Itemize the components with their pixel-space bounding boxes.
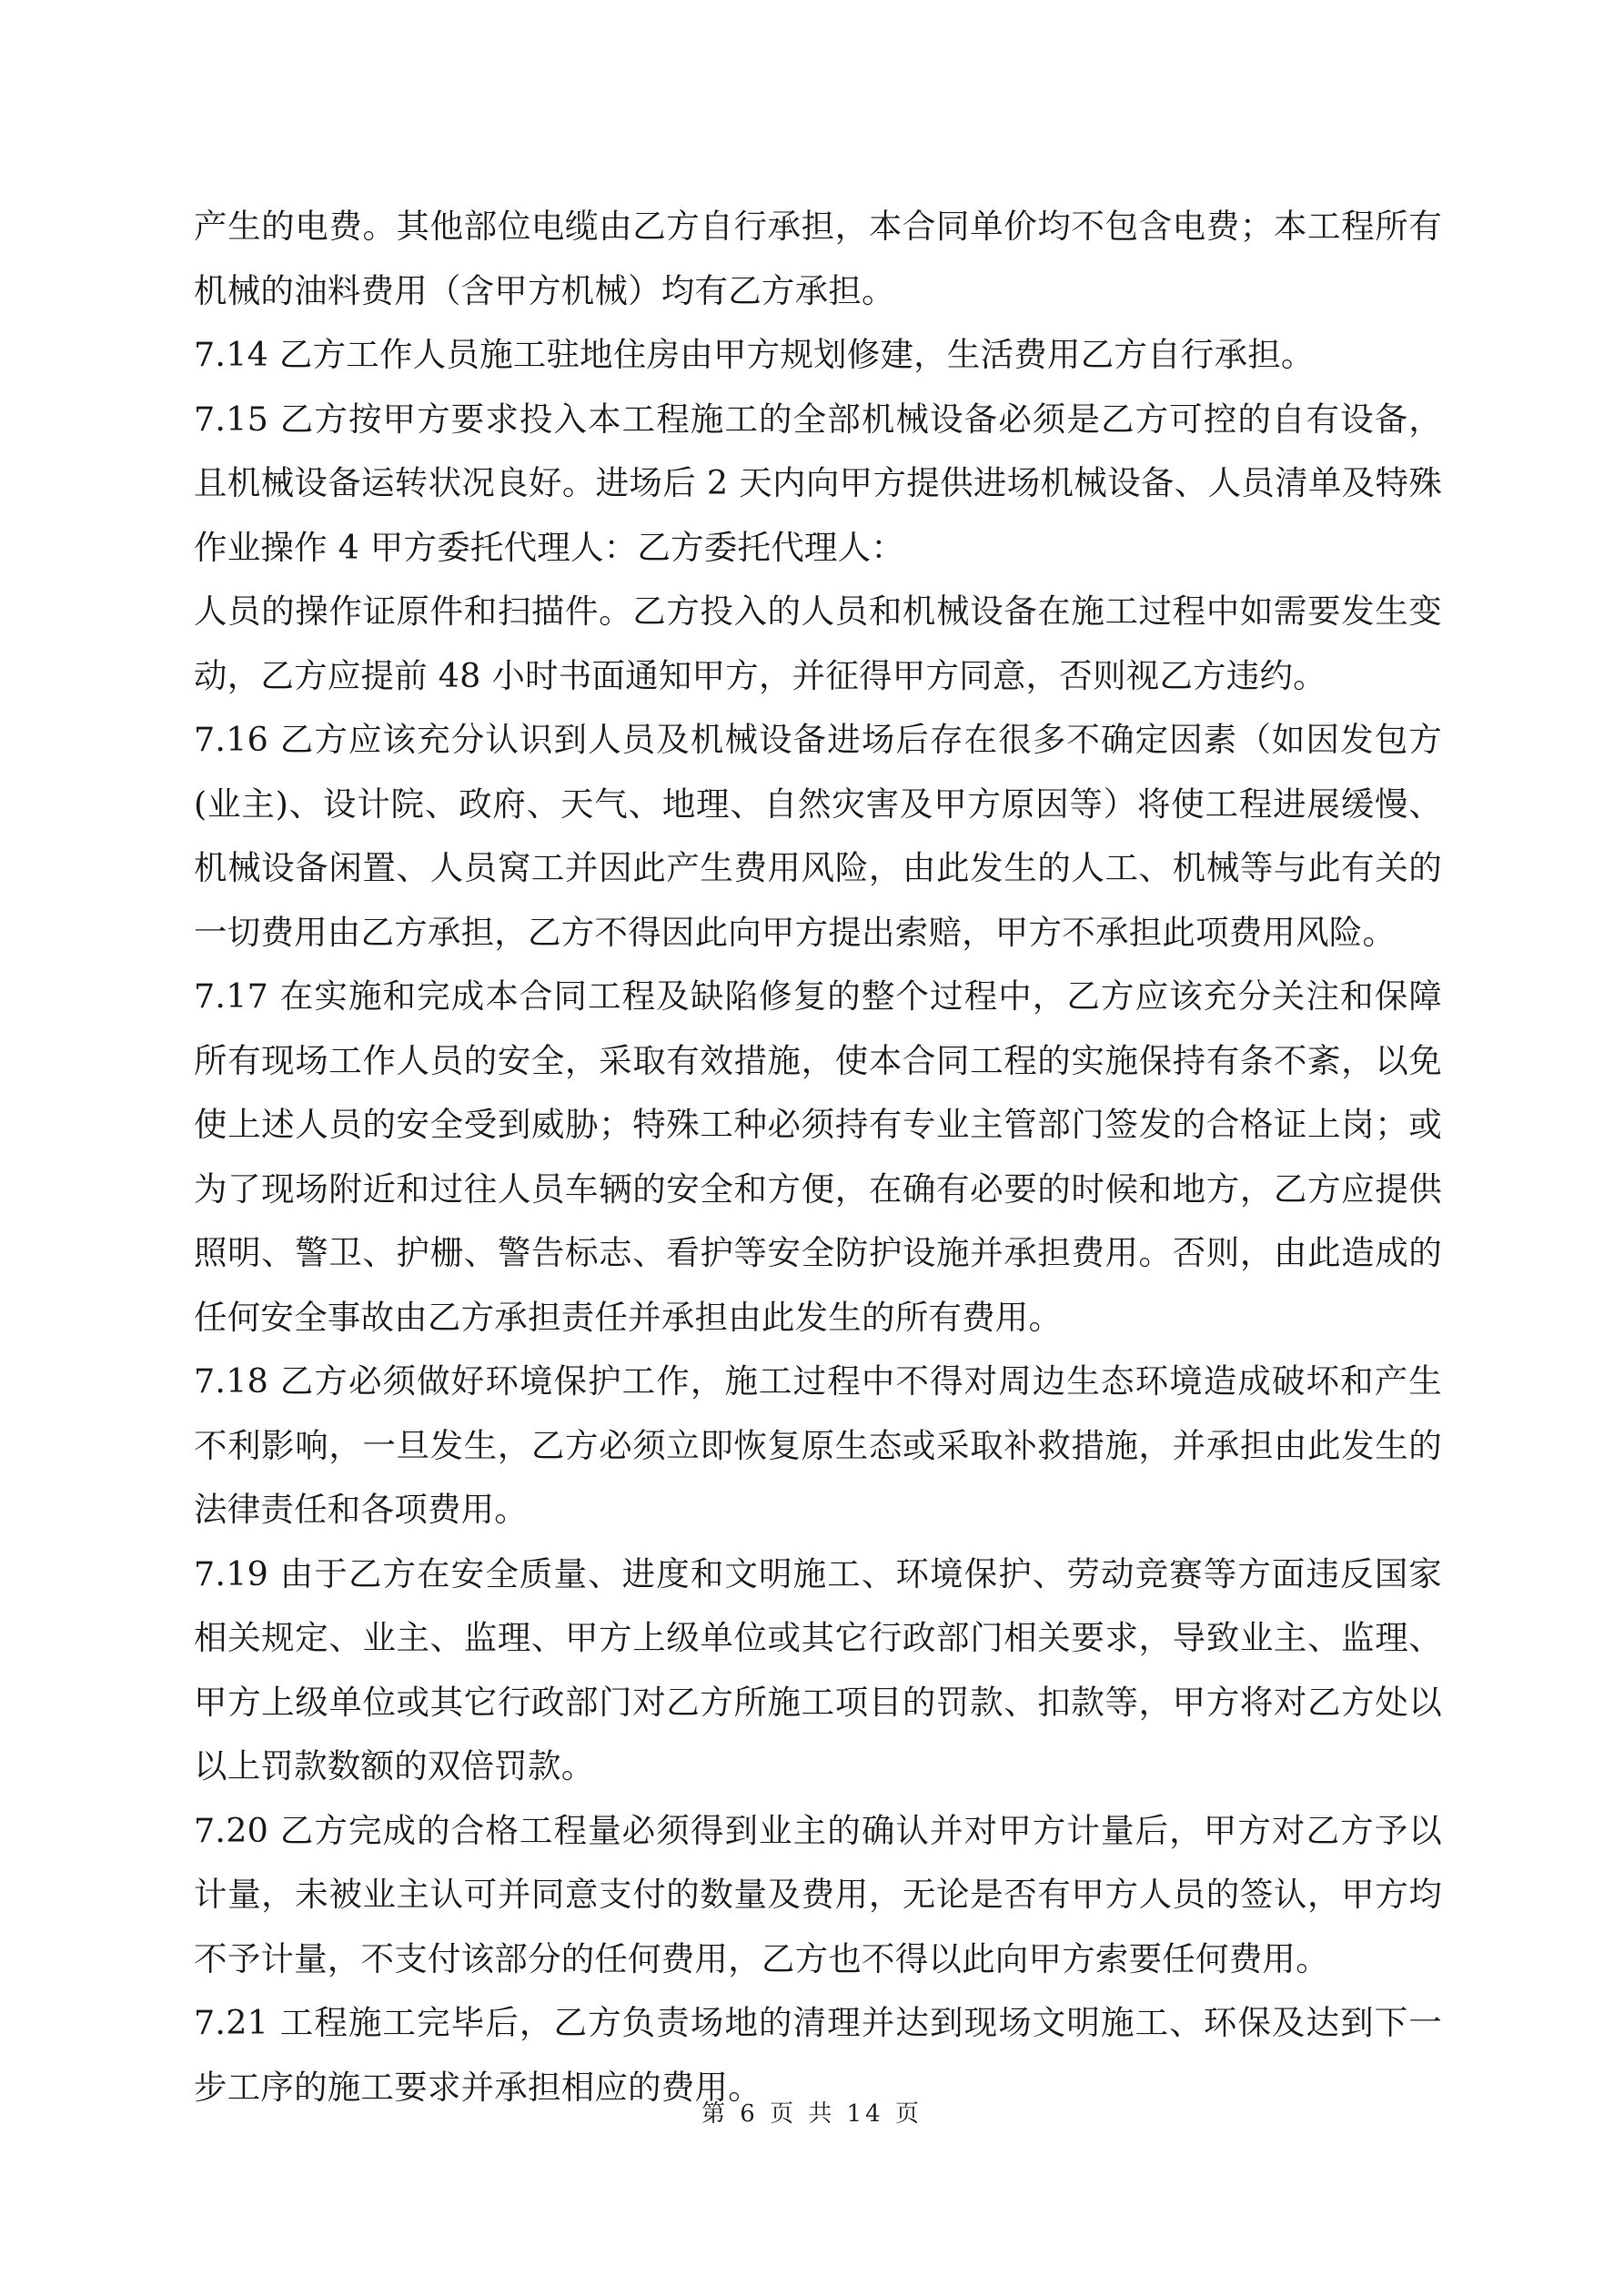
- paragraph-7-14: 7.14 乙方工作人员施工驻地住房由甲方规划修建，生活费用乙方自行承担。: [194, 335, 1315, 374]
- paragraph-7-17: 7.17 在实施和完成本合同工程及缺陷修复的整个过程中，乙方应该充分关注和保障所有现场工作人员的安全，采取有效措施，使本合同工程的实施保持有条不紊，以免使上述人员的安全受到威胁；特殊工种必须持有专业主管部门签发的合格证上岗；或为了现场附近和过往人员车辆的安全和方便，在确有必要的时候和地方，乙方应提供照明、警卫、护栅、警告标志、看护等安全防护设施并承担费用。否则，由此造成的任何安全事故由乙方承担责任并承担由此发生的所有费用。: [194, 976, 1442, 1337]
- paragraph-7-15-continued: 人员的操作证原件和扫描件。乙方投入的人员和机械设备在施工过程中如需要发生变动，乙方应提前 48 小时书面通知甲方，并征得甲方同意，否则视乙方违约。: [194, 592, 1442, 695]
- paragraph-7-20: 7.20 乙方完成的合格工程量必须得到业主的确认并对甲方计量后，甲方对乙方予以计量，未被业主认可并同意支付的数量及费用，无论是否有甲方人员的签认，甲方均不予计量，不支付该部分的任何费用，乙方也不得以此向甲方索要任何费用。: [194, 1810, 1442, 1978]
- paragraph-7-16: 7.16 乙方应该充分认识到人员及机械设备进场后存在很多不确定因素（如因发包方(业主)、设计院、政府、天气、地理、自然灾害及甲方原因等）将使工程进展缓慢、机械设备闲置、人员窝工并因此产生费用风险，由此发生的人工、机械等与此有关的一切费用由乙方承担，乙方不得因此向甲方提出索赔，甲方不承担此项费用风险。: [194, 720, 1442, 952]
- page-number-footer: 第 6 页 共 14 页: [701, 2100, 923, 2128]
- document-body: [194, 195, 1442, 2119]
- paragraph-electricity-fees: 产生的电费。其他部位电缆由乙方自行承担，本合同单价均不包含电费；本工程所有机械的油料费用（含甲方机械）均有乙方承担。: [194, 207, 1442, 310]
- paragraph-7-15: 7.15 乙方按甲方要求投入本工程施工的全部机械设备必须是乙方可控的自有设备，且机械设备运转状况良好。进场后 2 天内向甲方提供进场机械设备、人员清单及特殊作业操作 4 甲方委托代理人：乙方委托代理人：: [194, 399, 1442, 567]
- paragraph-7-21: 7.21 工程施工完毕后，乙方负责场地的清理并达到现场文明施工、环保及达到下一步工序的施工要求并承担相应的费用。: [194, 2003, 1442, 2107]
- paragraph-7-18: 7.18 乙方必须做好环境保护工作，施工过程中不得对周边生态环境造成破坏和产生不利影响，一旦发生，乙方必须立即恢复原生态或采取补救措施，并承担由此发生的法律责任和各项费用。: [194, 1361, 1442, 1529]
- paragraph-7-19: 7.19 由于乙方在安全质量、进度和文明施工、环境保护、劳动竞赛等方面违反国家相关规定、业主、监理、甲方上级单位或其它行政部门相关要求，导致业主、监理、甲方上级单位或其它行政部门对乙方所施工项目的罚款、扣款等，甲方将对乙方处以以上罚款数额的双倍罚款。: [194, 1553, 1442, 1785]
